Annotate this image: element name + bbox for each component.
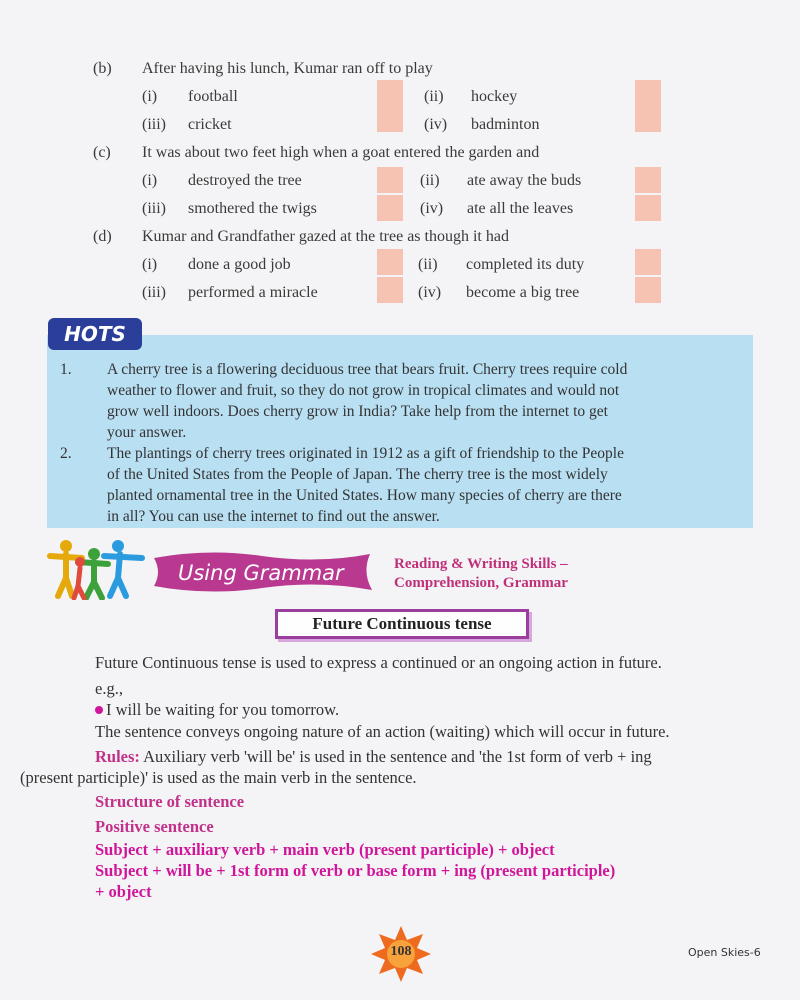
skills-line-2: Comprehension, Grammar — [394, 575, 568, 591]
page-number: 108 — [390, 944, 412, 959]
answer-box[interactable] — [635, 106, 661, 132]
answer-box[interactable] — [635, 80, 661, 106]
option-num: (iv) — [424, 116, 448, 133]
answer-box[interactable] — [635, 167, 661, 193]
book-title: Open Skies-6 — [688, 946, 761, 959]
question-label: (c) — [93, 144, 111, 161]
skills-line-1: Reading & Writing Skills – — [394, 556, 568, 572]
hots-line: your answer. — [107, 424, 187, 441]
answer-box[interactable] — [377, 106, 403, 132]
option-text: ate all the leaves — [467, 200, 574, 217]
hots-tag: HOTS — [48, 318, 142, 350]
hots-number: 2. — [60, 445, 72, 462]
option-num: (i) — [142, 256, 158, 273]
intro-text: Future Continuous tense is used to express a continued or an ongoing action in future. — [95, 653, 662, 672]
question-text: Kumar and Grandfather gazed at the tree as though it had — [142, 228, 509, 245]
answer-box[interactable] — [635, 277, 661, 303]
option-num: (iii) — [142, 116, 166, 133]
rules-line-2: (present participle)' is used as the main verb in the sentence. — [20, 768, 417, 787]
bullet-icon — [95, 706, 103, 714]
formula-1: Subject + auxiliary verb + main verb (present participle) + object — [95, 840, 555, 859]
formula-2-end: + object — [95, 882, 152, 901]
option-text: done a good job — [188, 256, 291, 273]
option-text: ate away the buds — [467, 172, 582, 189]
option-num: (ii) — [420, 172, 440, 189]
question-text: It was about two feet high when a goat entered the garden and — [142, 144, 540, 161]
hots-line: planted ornamental tree in the United States. How many species of cherry are there — [107, 487, 622, 504]
option-num: (iii) — [142, 200, 166, 217]
option-text: become a big tree — [466, 284, 580, 301]
option-num: (ii) — [418, 256, 438, 273]
hots-number: 1. — [60, 361, 72, 378]
option-text: completed its duty — [466, 256, 585, 273]
people-icon — [46, 538, 148, 600]
answer-box[interactable] — [377, 195, 403, 221]
formula-2: Subject + will be + 1st form of verb or base form + ing (present participle) — [95, 861, 616, 880]
structure-heading: Structure of sentence — [95, 792, 245, 811]
option-num: (iv) — [418, 284, 442, 301]
option-text: hockey — [471, 88, 518, 105]
option-num: (i) — [142, 172, 158, 189]
question-label: (d) — [93, 228, 112, 245]
option-num: (iv) — [420, 200, 444, 217]
example-text: I will be waiting for you tomorrow. — [106, 700, 340, 719]
rules-text: Auxiliary verb 'will be' is used in the sentence and 'the 1st form of verb + ing — [139, 747, 652, 766]
answer-box[interactable] — [635, 249, 661, 275]
answer-box[interactable] — [377, 167, 403, 193]
question-label: (b) — [93, 60, 112, 77]
hots-line: A cherry tree is a flowering deciduous tree that bears fruit. Cherry trees require cold — [107, 361, 628, 378]
topic-title: Future Continuous tense — [275, 609, 529, 639]
answer-box[interactable] — [377, 249, 403, 275]
explanation-text: The sentence conveys ongoing nature of an action (waiting) which will occur in future. — [95, 722, 670, 741]
eg-text: e.g., — [95, 679, 123, 698]
option-text: football — [188, 88, 238, 105]
option-text: smothered the twigs — [188, 200, 317, 217]
hots-line: grow well indoors. Does cherry grow in India? Take help from the internet to get — [107, 403, 608, 420]
option-text: destroyed the tree — [188, 172, 302, 189]
positive-heading: Positive sentence — [95, 817, 214, 836]
hots-line: of the United States from the People of Japan. The cherry tree is the most widely — [107, 466, 608, 483]
hots-line: The plantings of cherry trees originated in 1912 as a gift of friendship to the People — [107, 445, 624, 462]
question-text: After having his lunch, Kumar ran off to play — [142, 60, 433, 77]
option-text: cricket — [188, 116, 232, 133]
option-num: (iii) — [142, 284, 166, 301]
hots-line: in all? You can use the internet to find out the answer. — [107, 508, 440, 525]
option-text: performed a miracle — [188, 284, 318, 301]
rules-label: Rules: — [95, 747, 140, 766]
answer-box[interactable] — [377, 277, 403, 303]
rules-line-1 — [95, 747, 652, 767]
option-num: (i) — [142, 88, 158, 105]
option-num: (ii) — [424, 88, 444, 105]
hots-line: weather to flower and fruit, so they do not grow in tropical climates and would not — [107, 382, 620, 399]
option-text: badminton — [471, 116, 540, 133]
grammar-banner-title: Using Grammar — [178, 561, 344, 585]
answer-box[interactable] — [635, 195, 661, 221]
answer-box[interactable] — [377, 80, 403, 106]
